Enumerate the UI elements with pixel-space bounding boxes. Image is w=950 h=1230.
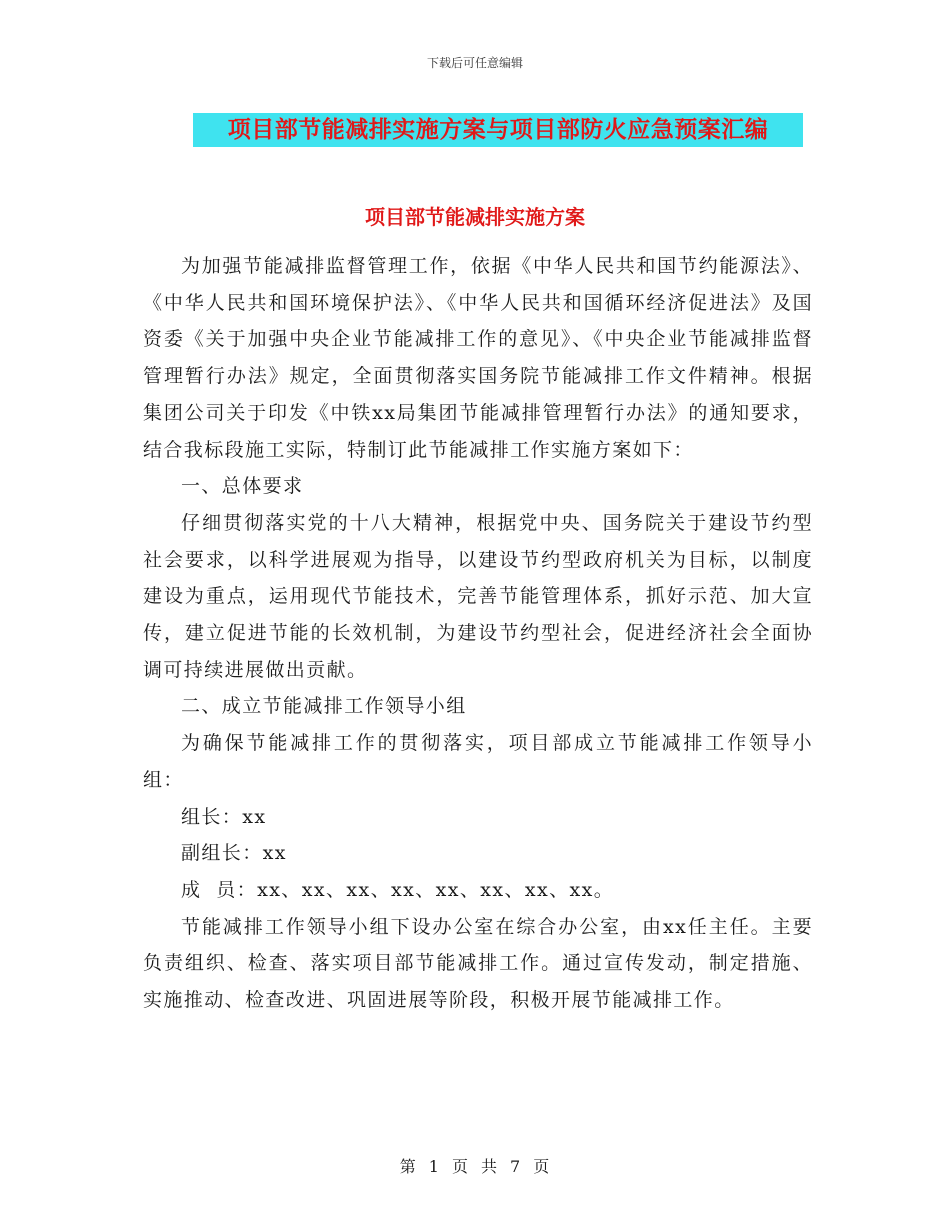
heading-leadership-group: 二、成立节能减排工作领导小组 — [181, 695, 467, 718]
page-current: 1 — [428, 1157, 440, 1176]
group-leader-line: 组长：xx — [181, 805, 267, 828]
paragraph-leadership-group: 为确保节能减排工作的贯彻落实，项目部成立节能减排工作领导小组： — [143, 732, 813, 791]
paragraph-office: 节能减排工作领导小组下设办公室在综合办公室，由xx任主任。主要负责组织、检查、落实项目部节能减排工作。通过宣传发动，制定措施、实施推动、检查改进、巩固进展等阶段，积极开展节能减排工作。 — [143, 915, 813, 1012]
paragraph-general-requirements: 仔细贯彻落实党的十八大精神，根据党中央、国务院关于建设节约型社会要求，以科学进展观为指导，以建设节约型政府机关为目标，以制度建设为重点，运用现代节能技术，完善节能管理体系，抓好示范、加大宣传，建立促进节能的长效机制，为建设节约型社会，促进经济社会全面协调可持续进展做出贡献。 — [143, 511, 813, 681]
members-line: 成 员：xx、xx、xx、xx、xx、xx、xx、xx。 — [181, 878, 615, 901]
paragraph-intro: 为加强节能减排监督管理工作，依据《中华人民共和国节约能源法》、《中华人民共和国环境保护法》、《中华人民共和国循环经济促进法》及国资委《关于加强中央企业节能减排工作的意见》、《中央企业节能减排监督管理暂行办法》规定，全面贯彻落实国务院节能减排工作文件精神。根据集团公司关于印发《中铁xx局集团节能减排管理暂行办法》的通知要求，结合我标段施工实际，特制订此节能减排工作实施方案如下： — [143, 255, 813, 461]
page-total: 7 — [510, 1157, 522, 1176]
document-title: 项目部节能减排实施方案与项目部防火应急预案汇编 — [193, 113, 803, 147]
header-note: 下载后可任意编辑 — [426, 56, 523, 70]
page-label-2: 页 — [451, 1157, 469, 1176]
section-title: 项目部节能减排实施方案 — [365, 205, 585, 229]
page-label-1: 第 — [399, 1157, 417, 1176]
page-label-3: 共 — [481, 1157, 499, 1176]
heading-general-requirements: 一、总体要求 — [181, 475, 304, 498]
deputy-leader-line: 副组长：xx — [181, 842, 287, 865]
page-footer — [0, 1154, 950, 1177]
page-label-4: 页 — [533, 1157, 551, 1176]
document-body — [143, 248, 813, 1019]
